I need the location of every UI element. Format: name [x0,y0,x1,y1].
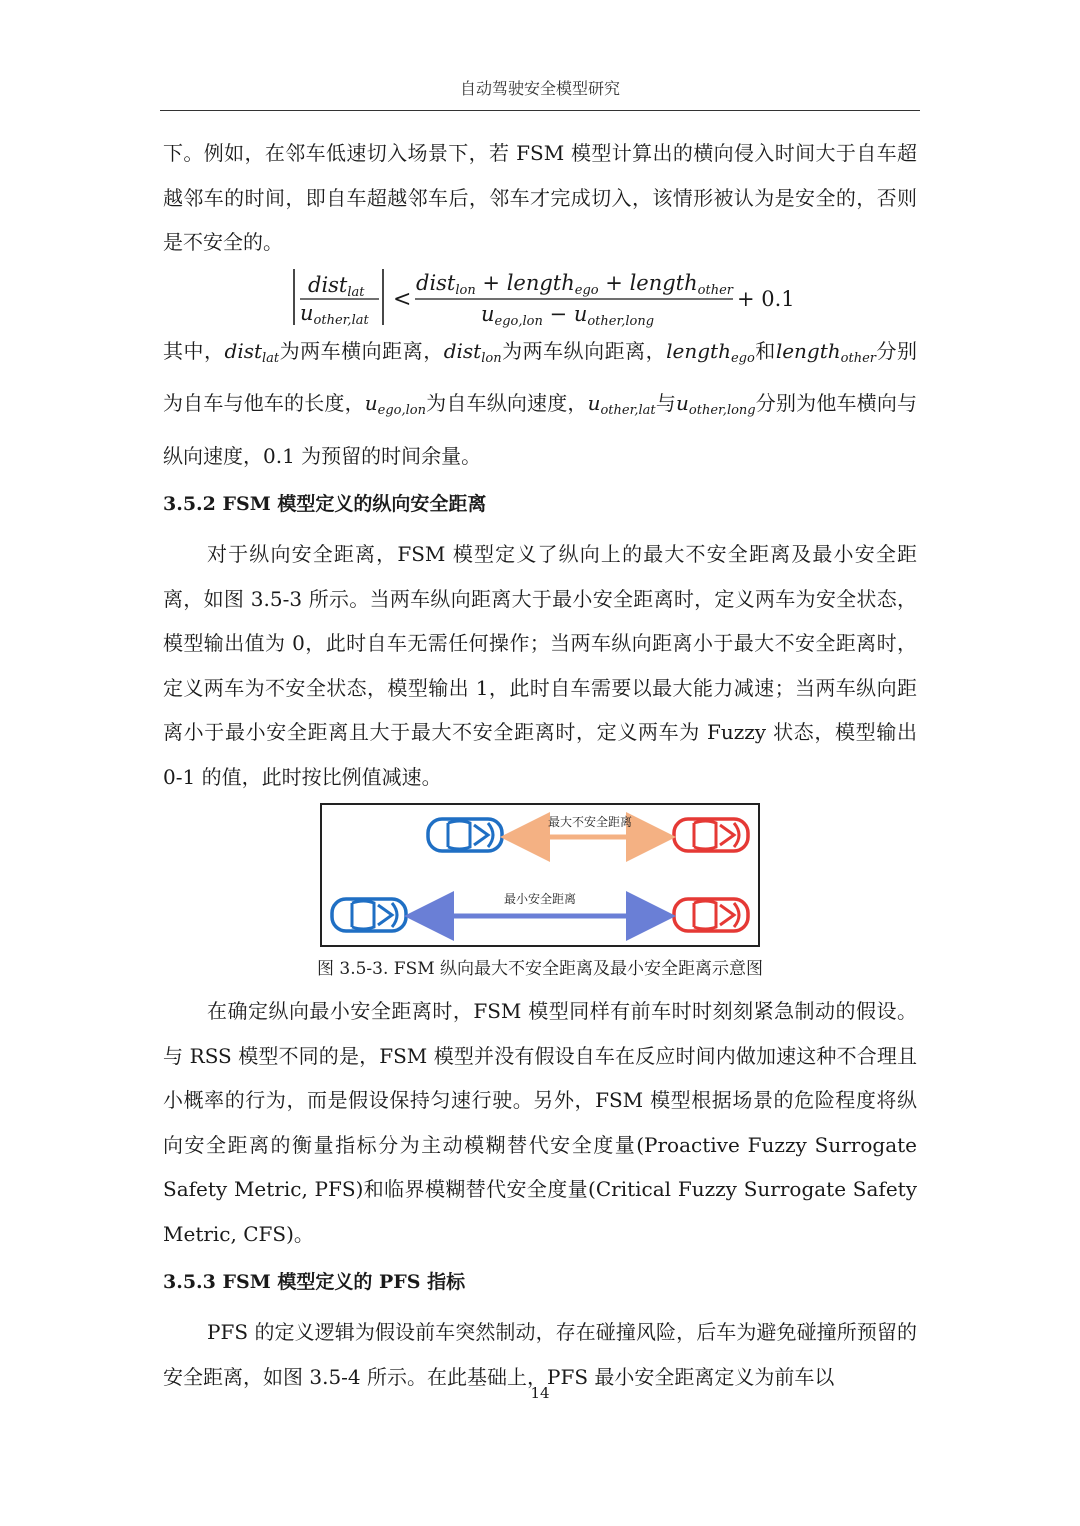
section-heading-3-5-2: 3.5.2 FSM 模型定义的纵向安全距离 [163,493,487,515]
p2-text-1: 其中， [163,338,225,363]
paragraph-3: 对于纵向安全距离，FSM 模型定义了纵向上的最大不安全距离及最小安全距离，如图 3.5-3 所示。当两车纵向距离大于最小安全距离时，定义两车为安全状态，模型输出值为 0，此时自车无需任何操作；当两车纵向距离小于最大不安全距离时，定义两车为不安全状态，模型输出 1，此时自车需要以最大能力减速；当两车纵向距离小于最小安全距离且大于最大不安全距离时，定义两车为 Fuzzy 状态，模型输出 0-1 的值，此时按比例值减速。 [163,542,917,789]
rhs-den-a-sub: ego,lon [494,313,543,329]
running-header: 自动驾驶安全模型研究 [459,79,620,98]
ego-car-icon-bottom [332,899,406,931]
svg-text:uego,lon − uother,long: uego,lon − uother,long [481,301,655,329]
svg-text:<: < [393,286,412,312]
header-rule [160,110,920,111]
figure-3-5-3 [320,803,760,947]
lhs-numerator-sub: lat [347,284,365,300]
ego-car-icon-top [428,819,502,851]
rhs-num-c-sub: other [697,282,733,298]
paragraph-4: 在确定纵向最小安全距离时，FSM 模型同样有前车时时刻刻紧急制动的假设。与 RSS 模型不同的是，FSM 模型并没有假设自车在反应时间内做加速这种不合理且小概率的行为，而是假设保持匀速行驶。另外，FSM 模型根据场景的危险程度将纵向安全距离的衡量指标分为主动模糊替代安全度量(Proactive Fuzzy Surrogate Safety Metric, PFS)和临界模糊替代安全度量(Critical Fuzzy Surrogate Safety Metric, CFS)。 [163,999,917,1246]
min-safe-distance-label: 最小安全距离 [503,892,577,906]
p2-text-6: 为自车纵向速度， [426,391,588,415]
other-car-icon-top [674,819,748,851]
p2-text-2: 为两车横向距离， [279,338,444,363]
svg-text:uother,lat [300,301,369,328]
other-car-icon-bottom [674,899,748,931]
p2-text-8: 分别为他车横向与纵向速度，0.1 为预留的时间余量。 [163,391,918,468]
var-u-ego-lon: $u_{ego,lon}$ [364,391,426,418]
rhs-num-b-sub: ego [574,282,599,298]
var-dist-lat: dist$_{lat}$ [224,338,280,366]
lateral-safety-formula [163,265,917,329]
paragraph-5: PFS 的定义逻辑为假设前车突然制动，存在碰撞风险，后车为避免碰撞所预留的安全距离，如图 3.5-4 所示。在此基础上，PFS 最小安全距离定义为前车以 [163,1320,917,1389]
page-number: 14 [530,1384,550,1402]
var-length-other: length$_{other}$ [775,338,876,366]
paragraph-1: 下。例如，在邻车低速切入场景下，若 FSM 模型计算出的横向侵入时间大于自车超越邻车的时间，即自车超越邻车后，邻车才完成切入，该情形被认为是安全的，否则是不安全的。 [163,141,917,254]
lhs-denominator: u [300,300,314,325]
p2-text-4: 和 [754,338,776,363]
rhs-den-b-sub: other,long [587,313,655,329]
formula-block [163,265,917,329]
var-u-other-lat: $u_{other,lat}$ [587,391,656,418]
rhs-den-a: u [481,301,495,326]
rhs-num-a: dist [416,270,456,295]
paragraph-2 [163,329,917,479]
rhs-den-b: u [573,301,588,326]
distance-diagram [322,805,758,945]
rhs-num-b: length [506,270,575,295]
section-heading-3-5-3: 3.5.3 FSM 模型定义的 PFS 指标 [163,1271,466,1293]
svg-text:distlon + lengthego + lengthot: distlon + lengthego + lengthother [416,270,733,298]
var-dist-lon: dist$_{lon}$ [443,338,502,366]
lhs-denominator-sub: other,lat [313,312,369,328]
svg-text:distlat [308,273,365,300]
var-u-other-long: $u_{other,long}$ [676,391,756,418]
formula-tail: + 0.1 [737,286,795,311]
rhs-num-c: length [629,270,698,295]
var-length-ego: length$_{ego}$ [666,338,755,366]
p2-text-3: 为两车纵向距离， [501,338,667,363]
max-unsafe-distance-label: 最大不安全距离 [547,815,633,829]
p2-text-5: 分别为自车与他车的长度， [163,338,918,415]
figure-caption: 图 3.5-3. FSM 纵向最大不安全距离及最小安全距离示意图 [316,959,764,979]
rhs-num-a-sub: lon [455,282,476,298]
p2-text-7: 与 [655,391,677,415]
lhs-numerator: dist [308,272,348,297]
page-body [163,131,917,1399]
